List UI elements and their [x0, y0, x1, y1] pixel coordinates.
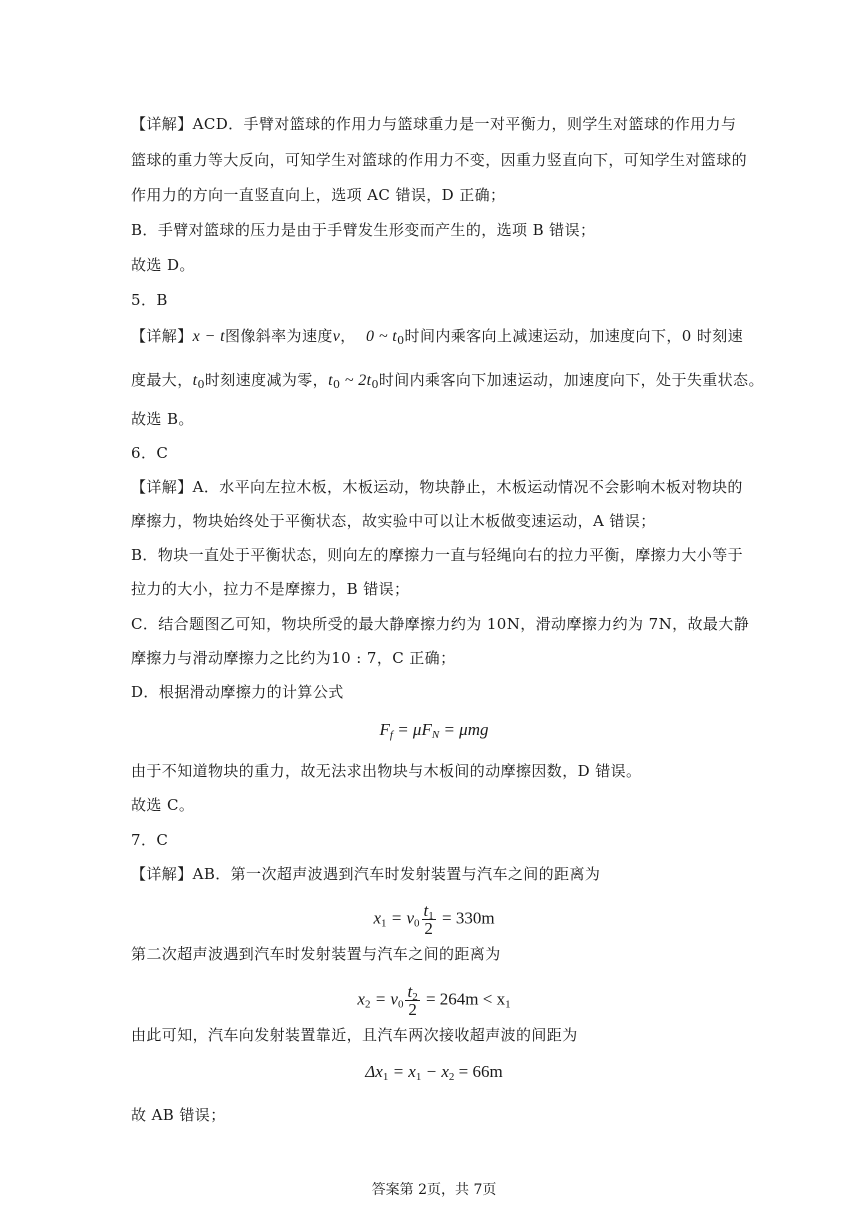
q6-line-1: 【详解】A．水平向左拉木板，木板运动，物块静止，木板运动情况不会影响木板对物块的 — [131, 478, 743, 496]
eq2-t-sub: 2 — [412, 991, 418, 1003]
eq1-t: t — [423, 901, 429, 920]
eq-f-sub: f — [389, 729, 393, 741]
eq3-sub1: 1 — [415, 1071, 422, 1083]
eq3-x1: = x — [388, 1062, 416, 1081]
eq1-fraction — [422, 902, 436, 937]
eq3-dx: Δx — [365, 1062, 383, 1081]
q5-xt: x − t — [192, 328, 225, 345]
q6-number: 6．C — [131, 444, 169, 462]
eq-F: F — [379, 720, 390, 739]
eq2-x1-sub: 1 — [505, 998, 511, 1011]
eq1-x: x — [373, 908, 381, 928]
q7-eq-1 — [0, 902, 868, 937]
eq3-result: = 66m — [454, 1062, 503, 1081]
q5-t0-b: t — [328, 372, 333, 389]
q6-line-3: B．物块一直处于平衡状态，则向左的摩擦力一直与轻绳向右的拉力平衡，摩擦力大小等于 — [131, 546, 744, 564]
q6-line-2: 摩擦力，物块始终处于平衡状态，故实验中可以让木板做变速运动，A 错误； — [131, 512, 656, 530]
q5-sub: 0 — [397, 334, 405, 347]
q5-answer: 故选 B。 — [131, 410, 194, 428]
q5-range: 0 ~ t — [366, 328, 398, 345]
q5-text-5: 时间内乘客向下加速运动，加速度向下，处于失重状态。 — [378, 371, 764, 389]
eq3-x2: − x — [421, 1062, 449, 1081]
q4-line-4: B．手臂对篮球的压力是由于手臂发生形变而产生的，选项 B 错误； — [131, 221, 596, 239]
eq-muF: = μF — [392, 720, 432, 739]
q4-line-2: 篮球的重力等大反向，可知学生对篮球的作用力不变，因重力竖直向下，可知学生对篮球的 — [131, 151, 748, 169]
q5-sub-4: 0 — [371, 378, 379, 391]
eq2-result: = 264m < x — [421, 989, 506, 1009]
q7-line-4: 故 AB 错误； — [131, 1106, 226, 1124]
q5-sub-2: 0 — [197, 378, 205, 391]
q5-2t0: ~ 2t — [340, 372, 372, 389]
q5-v: v — [332, 328, 341, 345]
q6-friction-formula — [0, 719, 868, 741]
q6-line-8: 由于不知道物块的重力，故无法求出物块与木板间的动摩擦因数，D 错误。 — [131, 762, 642, 780]
q5-label: 【详解】 — [131, 327, 193, 345]
eq1-v: = v — [386, 908, 415, 928]
q5-t0: t — [192, 372, 198, 389]
q6-line-6: 摩擦力与滑动摩擦力之比约为10 : 7，C 正确； — [131, 649, 456, 667]
q5-text-4: 时刻速度减为零， — [204, 371, 329, 389]
eq1-t-sub: 1 — [428, 910, 434, 922]
q5-text: 图像斜率为速度 — [224, 327, 333, 345]
q5-sub-3: 0 — [332, 378, 341, 391]
eq2-x: x — [357, 989, 365, 1009]
q5-number: 5．B — [131, 291, 168, 309]
eq1-result: = 330m — [437, 908, 495, 928]
q6-line-5: C．结合题图乙可知，物块所受的最大静摩擦力约为 10N，滑动摩擦力约为 7N，故最大静 — [131, 615, 750, 633]
q7-eq-2 — [0, 983, 868, 1018]
q7-line-1: 【详解】AB．第一次超声波遇到汽车时发射装置与汽车之间的距离为 — [131, 865, 601, 883]
q6-answer: 故选 C。 — [131, 796, 195, 814]
page-footer: 答案第 2页，共 7页 — [371, 1182, 497, 1198]
eq3-sub: 1 — [382, 1071, 389, 1083]
eq-N-sub: N — [431, 729, 440, 741]
q6-line-7: D．根据滑动摩擦力的计算公式 — [131, 683, 344, 701]
q6-line-4: 拉力的大小，拉力不是摩擦力，B 错误； — [131, 580, 410, 598]
eq2-t: t — [407, 982, 413, 1001]
q7-line-2: 第二次超声波遇到汽车时发射装置与汽车之间的距离为 — [131, 945, 501, 963]
eq2-den: 2 — [408, 1000, 417, 1019]
q7-number: 7．C — [131, 831, 169, 849]
eq2-fraction — [405, 983, 419, 1018]
q4-answer: 故选 D。 — [131, 256, 195, 274]
eq1-sub: 1 — [380, 917, 387, 930]
eq2-v: = v — [370, 989, 398, 1009]
eq1-den: 2 — [424, 919, 433, 938]
q5-line-1 — [131, 326, 743, 347]
q7-line-3: 由此可知，汽车向发射装置靠近，且汽车两次接收超声波的间距为 — [131, 1026, 578, 1044]
q5-text-3: 度最大， — [131, 371, 193, 389]
q5-line-2 — [131, 370, 764, 391]
eq3-sub2: 2 — [448, 1071, 455, 1083]
eq-mumg: = μmg — [439, 720, 489, 739]
q4-line-3: 作用力的方向一直竖直向上，选项 AC 错误，D 正确； — [131, 186, 506, 204]
q4-line-1: 【详解】ACD．手臂对篮球的作用力与篮球重力是一对平衡力，则学生对篮球的作用力与 — [131, 115, 737, 133]
eq1-sub0: 0 — [414, 917, 420, 930]
q7-eq-3 — [0, 1061, 868, 1083]
q5-text-2: 时间内乘客向上减速运动，加速度向下，0 时刻速 — [404, 327, 744, 345]
eq2-sub: 2 — [364, 998, 371, 1011]
eq2-sub0: 0 — [397, 998, 404, 1011]
q5-comma: ， — [340, 327, 356, 345]
